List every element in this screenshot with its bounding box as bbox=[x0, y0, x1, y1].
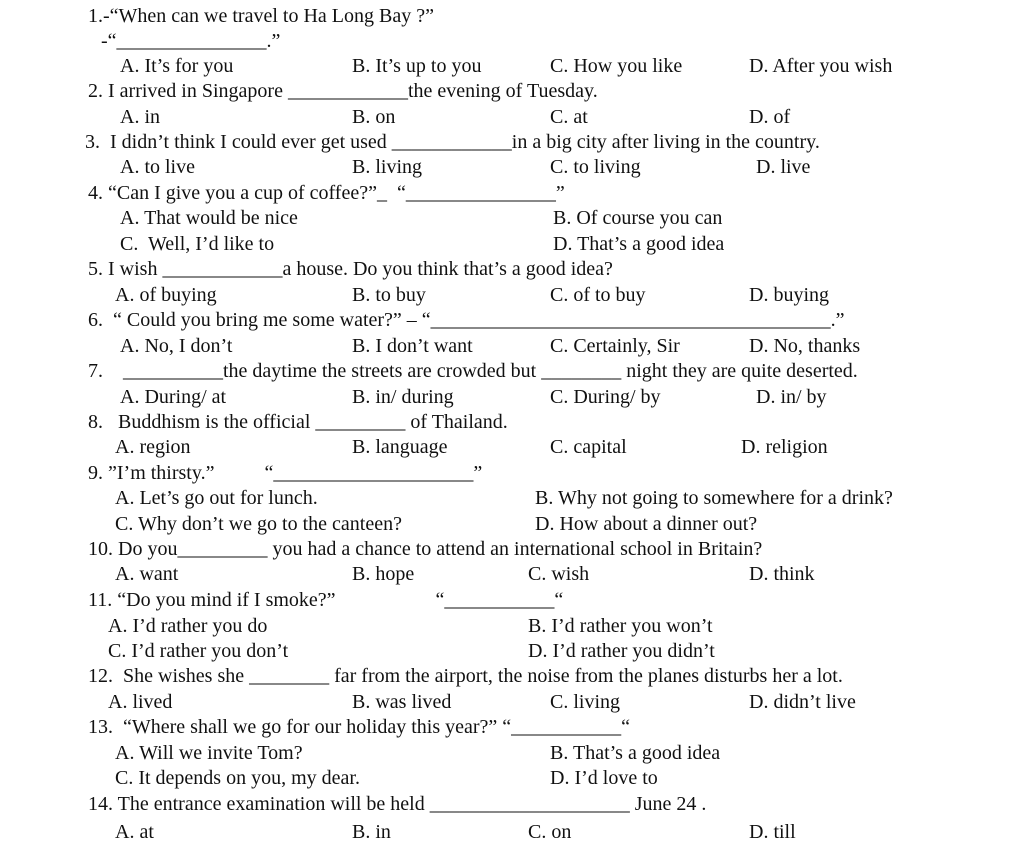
question-13-option-c: C. It depends on you, my dear. bbox=[115, 767, 360, 789]
question-9-option-a: A. Let’s go out for lunch. bbox=[115, 487, 318, 509]
question-3-option-b: B. living bbox=[352, 156, 423, 178]
question-12-option-b: B. was lived bbox=[352, 691, 452, 713]
question-2-option-a: A. in bbox=[120, 106, 160, 128]
question-11-option-d: D. I’d rather you didn’t bbox=[528, 640, 715, 662]
question-11-option-c: C. I’d rather you don’t bbox=[108, 640, 289, 662]
question-13-option-d: D. I’d love to bbox=[550, 767, 658, 789]
question-12-option-a: A. lived bbox=[108, 691, 173, 713]
question-2-option-b: B. on bbox=[352, 106, 396, 128]
question-8-option-d: D. religion bbox=[741, 436, 828, 458]
question-1-stem: 1.-“When can we travel to Ha Long Bay ?” bbox=[88, 5, 434, 27]
question-1-option-d: D. After you wish bbox=[749, 55, 893, 77]
question-3-option-c: C. to living bbox=[550, 156, 641, 178]
question-6-option-a: A. No, I don’t bbox=[120, 335, 233, 357]
question-14-option-d: D. till bbox=[749, 821, 796, 843]
question-4-option-d: D. That’s a good idea bbox=[553, 233, 725, 255]
question-1-option-a: A. It’s for you bbox=[120, 55, 234, 77]
question-13-option-b: B. That’s a good idea bbox=[550, 742, 721, 764]
question-5-option-c: C. of to buy bbox=[550, 284, 646, 306]
question-7-option-a: A. During/ at bbox=[120, 386, 227, 408]
question-6-stem: 6. “ Could you bring me some water?” – “________________________________________.” bbox=[88, 309, 845, 331]
question-13-stem: 13. “Where shall we go for our holiday this year?” “___________“ bbox=[88, 716, 631, 738]
question-7-stem: 7. __________the daytime the streets are crowded but ________ night they are quite deserted. bbox=[88, 360, 858, 382]
question-7-option-c: C. During/ by bbox=[550, 386, 661, 408]
question-8-stem: 8. Buddhism is the official _________ of Thailand. bbox=[88, 411, 508, 433]
question-5-option-b: B. to buy bbox=[352, 284, 426, 306]
question-3-option-d: D. live bbox=[756, 156, 811, 178]
question-7-option-b: B. in/ during bbox=[352, 386, 454, 408]
question-14-stem: 14. The entrance examination will be held ____________________ June 24 . bbox=[88, 793, 707, 815]
question-2-option-d: D. of bbox=[749, 106, 791, 128]
question-12-stem: 12. She wishes she ________ far from the airport, the noise from the planes disturbs her a lot. bbox=[88, 665, 843, 687]
question-9-stem: 9. ”I’m thirsty.” “____________________” bbox=[88, 462, 483, 484]
question-4-option-c: C. Well, I’d like to bbox=[120, 233, 275, 255]
question-4-option-a: A. That would be nice bbox=[120, 207, 298, 229]
question-8-option-a: A. region bbox=[115, 436, 191, 458]
question-11-option-b: B. I’d rather you won’t bbox=[528, 615, 713, 637]
question-14-option-a: A. at bbox=[115, 821, 154, 843]
question-11-stem: 11. “Do you mind if I smoke?” “___________“ bbox=[88, 589, 564, 611]
question-2-option-c: C. at bbox=[550, 106, 588, 128]
question-14-option-b: B. in bbox=[352, 821, 391, 843]
question-1-option-b: B. It’s up to you bbox=[352, 55, 482, 77]
question-9-option-b: B. Why not going to somewhere for a drink? bbox=[535, 487, 893, 509]
question-1-option-c: C. How you like bbox=[550, 55, 683, 77]
question-6-option-b: B. I don’t want bbox=[352, 335, 473, 357]
question-7-option-d: D. in/ by bbox=[756, 386, 827, 408]
question-9-option-d: D. How about a dinner out? bbox=[535, 513, 758, 535]
question-10-option-d: D. think bbox=[749, 563, 815, 585]
question-10-option-c: C. wish bbox=[528, 563, 590, 585]
question-5-option-d: D. buying bbox=[749, 284, 829, 306]
question-3-option-a: A. to live bbox=[120, 156, 195, 178]
question-1-response: -“_______________.” bbox=[101, 30, 281, 52]
question-4-option-b: B. Of course you can bbox=[553, 207, 723, 229]
question-11-option-a: A. I’d rather you do bbox=[108, 615, 268, 637]
question-8-option-c: C. capital bbox=[550, 436, 627, 458]
question-6-option-c: C. Certainly, Sir bbox=[550, 335, 680, 357]
question-14-option-c: C. on bbox=[528, 821, 572, 843]
question-9-option-c: C. Why don’t we go to the canteen? bbox=[115, 513, 402, 535]
question-8-option-b: B. language bbox=[352, 436, 448, 458]
question-12-option-c: C. living bbox=[550, 691, 621, 713]
question-6-option-d: D. No, thanks bbox=[749, 335, 861, 357]
question-10-stem: 10. Do you_________ you had a chance to attend an international school in Britain? bbox=[88, 538, 763, 560]
question-10-option-b: B. hope bbox=[352, 563, 415, 585]
question-2-stem: 2. I arrived in Singapore ____________the evening of Tuesday. bbox=[88, 80, 598, 102]
question-13-option-a: A. Will we invite Tom? bbox=[115, 742, 303, 764]
question-12-option-d: D. didn’t live bbox=[749, 691, 856, 713]
question-5-option-a: A. of buying bbox=[115, 284, 217, 306]
question-10-option-a: A. want bbox=[115, 563, 179, 585]
question-3-stem: 3. I didn’t think I could ever get used ____________in a big city after living in the country. bbox=[85, 131, 820, 153]
question-4-stem: 4. “Can I give you a cup of coffee?”_ “_______________” bbox=[88, 182, 565, 204]
question-5-stem: 5. I wish ____________a house. Do you think that’s a good idea? bbox=[88, 258, 613, 280]
